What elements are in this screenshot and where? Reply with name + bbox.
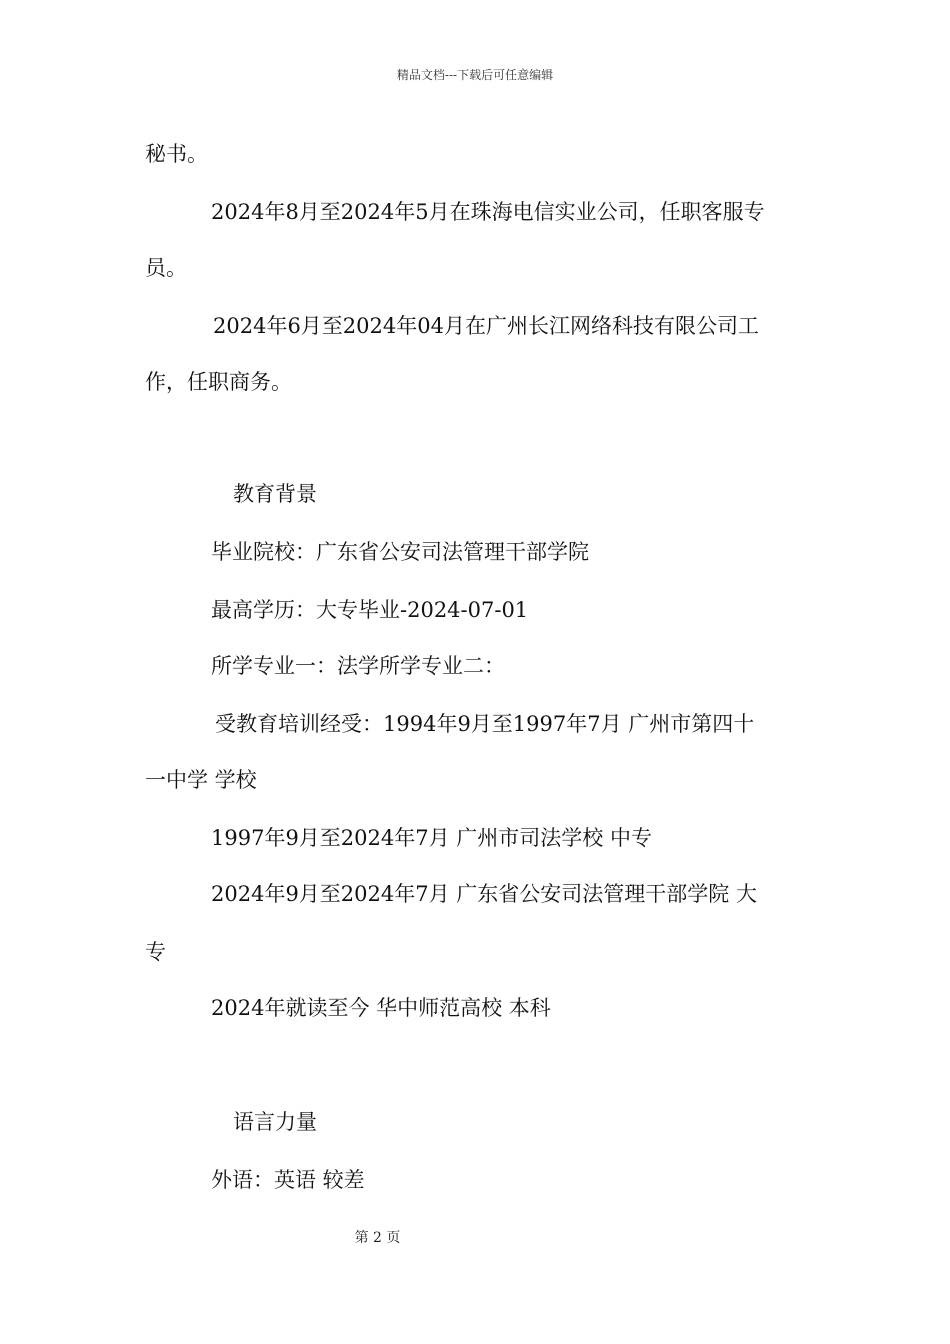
text-line: 1997年9月至2024年7月 广州市司法学校 中专 bbox=[211, 826, 652, 850]
text-line: 2024年9月至2024年7月 广东省公安司法管理干部学院 大 bbox=[211, 882, 757, 906]
text-line: 秘书。 bbox=[145, 142, 208, 166]
text-line: 2024年6月至2024年04月在广州长江网络科技有限公司工 bbox=[213, 314, 759, 338]
page-header: 精品文档---下载后可任意编辑 bbox=[396, 68, 554, 82]
text-line: 专 bbox=[145, 940, 166, 964]
section-heading-education: 教育背景 bbox=[233, 482, 317, 506]
page-number: 第 2 页 bbox=[354, 1230, 401, 1246]
text-line: 外语：英语 较差 bbox=[211, 1168, 365, 1192]
text-line: 一中学 学校 bbox=[145, 768, 257, 792]
section-heading-language: 语言力量 bbox=[233, 1110, 317, 1134]
text-line: 作，任职商务。 bbox=[145, 370, 292, 394]
text-line: 最高学历：大专毕业-2024-07-01 bbox=[211, 598, 529, 622]
text-line: 2024年8月至2024年5月在珠海电信实业公司，任职客服专 bbox=[211, 200, 765, 224]
text-line: 毕业院校：广东省公安司法管理干部学院 bbox=[211, 540, 589, 564]
text-line: 员。 bbox=[145, 256, 187, 280]
text-line: 2024年就读至今 华中师范高校 本科 bbox=[211, 996, 551, 1020]
text-line: 所学专业一：法学所学专业二： bbox=[211, 654, 505, 678]
text-line: 受教育培训经受：1994年9月至1997年7月 广州市第四十 bbox=[215, 712, 755, 736]
